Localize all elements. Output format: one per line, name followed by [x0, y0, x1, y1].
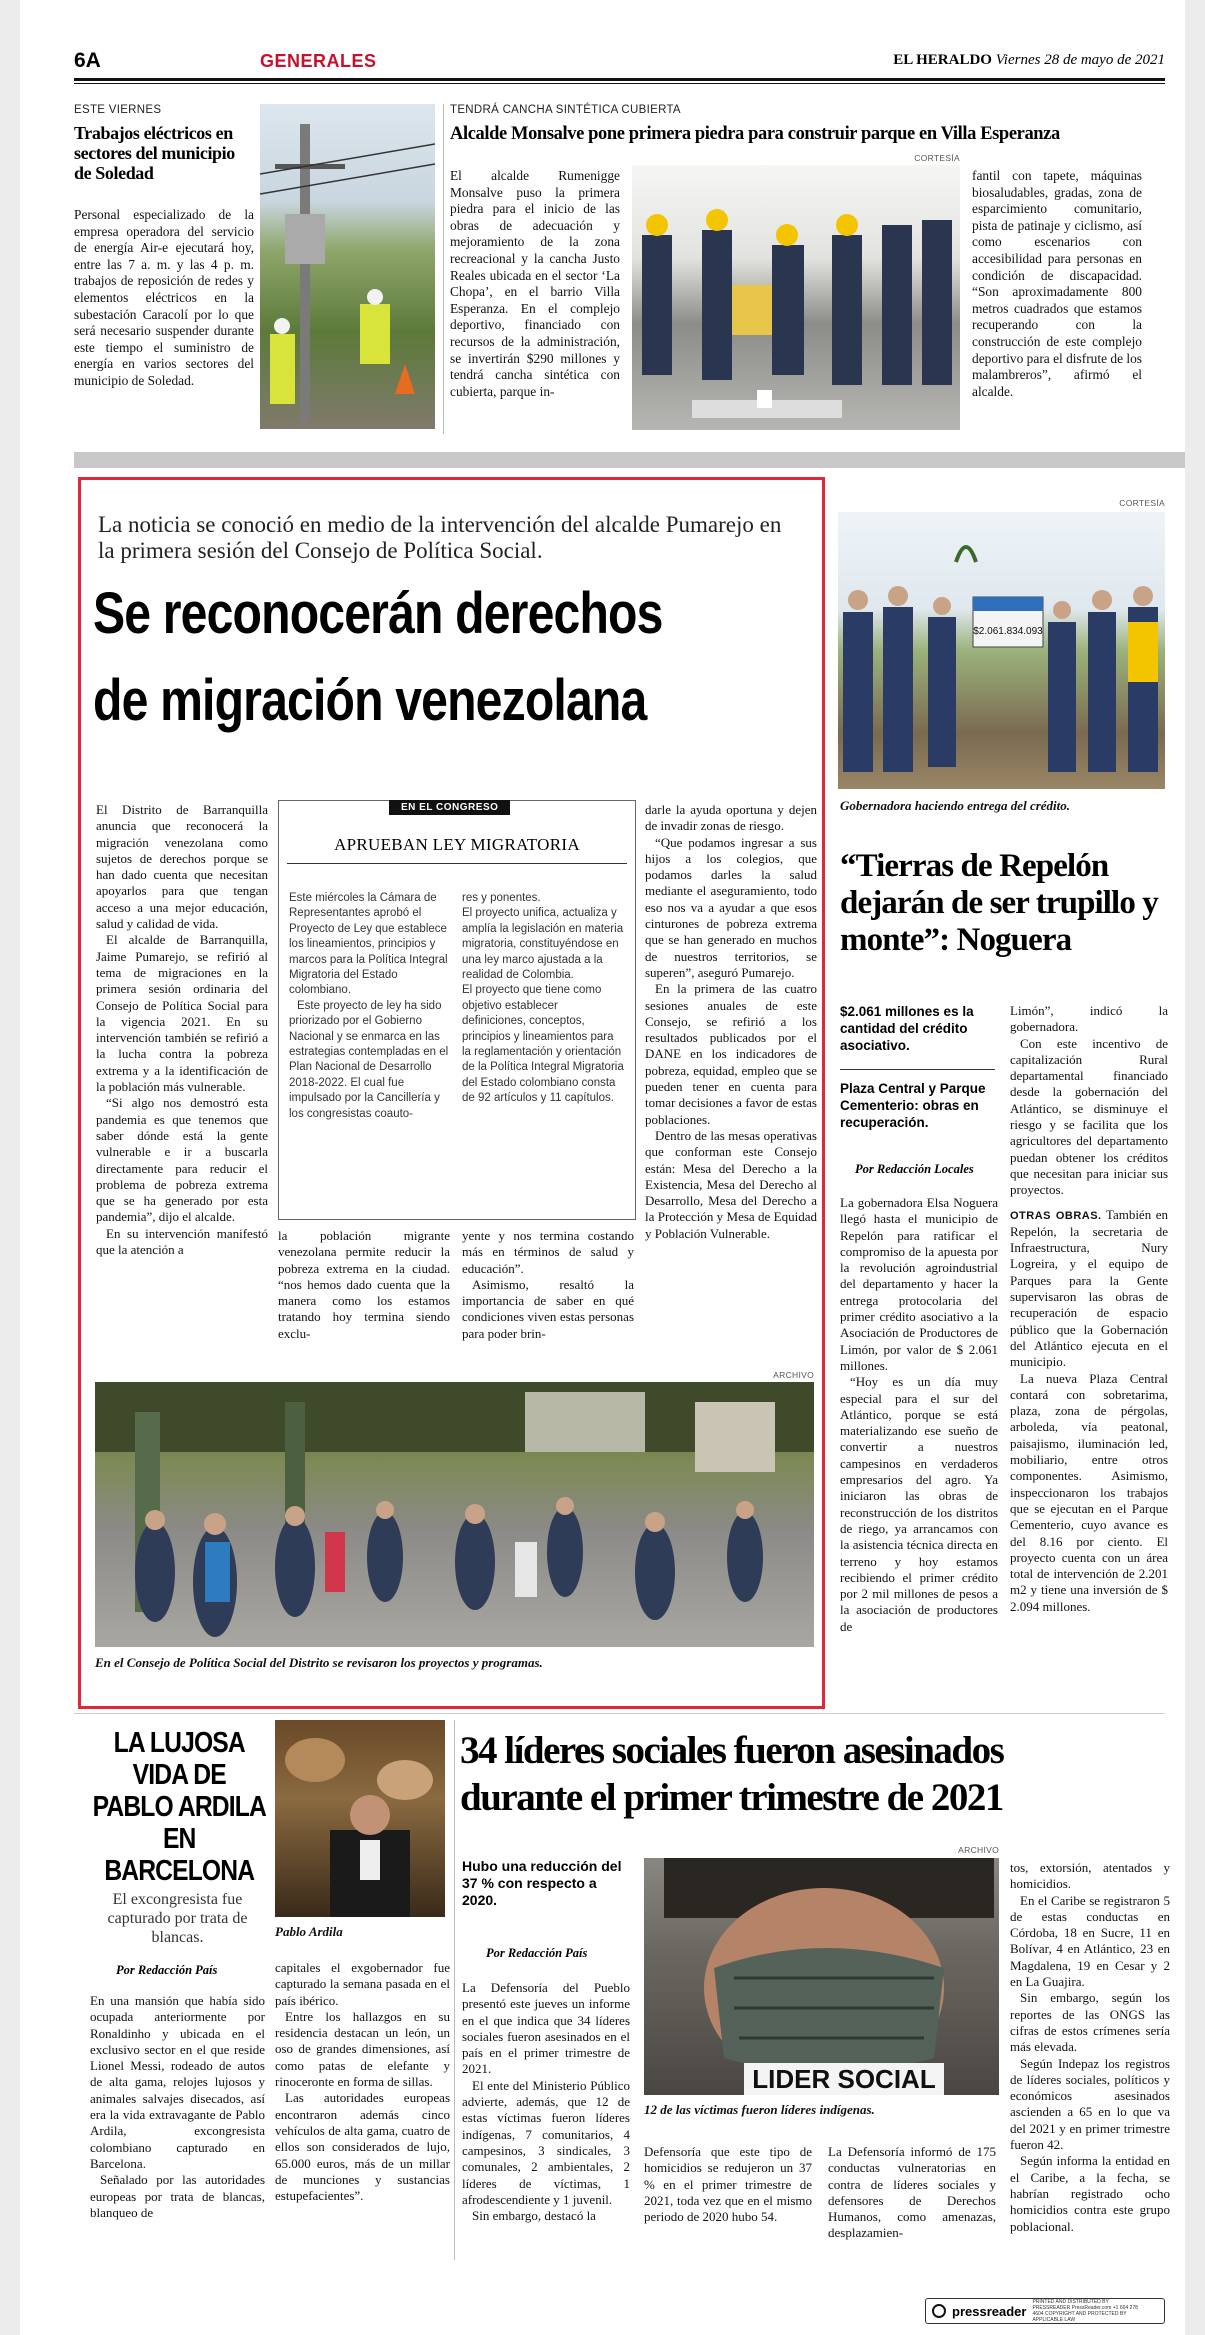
- repelon-photo-caption: Gobernadora haciendo entrega del crédito.: [840, 798, 1071, 813]
- repelon-col2-p3: También en Repelón, la secretaria de Infraestructura, Nury Logreira, y el equipo de Parques para la Gente supervisaron las obras de recuperación de espacio público que la Gobernación del Atlántico ejecuta en el municipio.: [1010, 1206, 1168, 1370]
- repelon-subhead: OTRAS OBRAS.: [1010, 1209, 1102, 1222]
- box-col2-p3: El proyecto que tiene como objetivo establecer definiciones, conceptos, principios y lineamientos para la reglamentación y orientación de la Política Integral Migratoria del Estado colombiano consta de 92 artículos y 11 capítulos.: [462, 984, 624, 1105]
- box-rule: [287, 863, 627, 864]
- story2-kicker: TENDRÁ CANCHA SINTÉTICA CUBIERTA: [450, 104, 681, 116]
- repelon-col1-p1: La gobernadora Elsa Noguera llegó hasta el municipio de Repelón para ratificar el compromiso de la apuesta por la revolución agroindustrial del departamento y hacer la entrega protocolaria del primer crédito asociativo a la Asociación de Productores de Limón, por valor de $ 2.061 millones.: [840, 1195, 998, 1373]
- repelon-hl-rule: [840, 1069, 995, 1070]
- lideres-title: [460, 1727, 1175, 1821]
- lideres-col4-p5: Según informa la entidad en el Caribe, a la fecha, se habrían registrado ocho homicidios contra este grupo poblacional.: [1010, 2153, 1170, 2234]
- lideres-byline: Por Redacción País: [486, 1946, 588, 1960]
- story1-photo-electric-workers: [260, 104, 435, 429]
- story1-kicker: ESTE VIERNES: [74, 104, 162, 116]
- pressreader-brand: pressreader: [952, 2303, 1027, 2319]
- lideres-col1-p2: El ente del Ministerio Público advierte, además, que 12 de estas víctimas fueron líderes indígenas, 7 comunitarios, 4 campesinos, 3 sindicales, 3 comunales, 2 ambientales, 2 líderes de víctimas, 1 afrodescendiente y 1 juvenil.: [462, 2077, 630, 2207]
- lideres-col4-p2: En el Caribe se registraron 5 de estas conductas en Córdoba, 18 en Sucre, 11 en Bolívar, 4 en Atlántico, 23 en Magdalena, 19 en Cesar y 2 en La Guajira.: [1010, 1892, 1170, 1990]
- ardila-photo-caption: Pablo Ardila: [275, 1924, 343, 1939]
- story1-body: Personal especializado de la empresa operadora del servicio de energía Air-e ejecutará hoy, entre las 7 a. m. y las 4 p. m. trabajos de reposición de redes y elementos eléctricos en la subestación Caracolí por lo que será necesario suspender durante este tiempo el suministro de energía en varios sectores del municipio de Soledad.: [74, 207, 254, 388]
- man-with-mounted-animals-illustration: [275, 1720, 445, 1917]
- main-col1-p3: “Si algo nos demostró esta pandemia es que tenemos que saber dónde está la gente vulnerable e ir a buscarla directamente para reducir el problema de pobreza extrema que se ha generado por esta pandemia”, dijo el alcalde.: [96, 1095, 268, 1225]
- ardila-photo: [275, 1720, 445, 1917]
- repelon-photo-credit-delivery: [838, 512, 1165, 789]
- masked-man-illustration: [644, 1858, 999, 2095]
- main-dek: La noticia se conoció en medio de la intervención del alcalde Pumarejo en la primera sesión del Consejo de Política Social.: [98, 512, 782, 563]
- ardila-col2-p2: Entre los hallazgos en su residencia destacan un león, un oso de grandes dimensiones, así como patas de elefante y rinoceronte en forma de sillas.: [275, 2008, 450, 2090]
- repelon-col2: [1010, 1003, 1168, 1615]
- newspaper-page: [20, 0, 1185, 2335]
- lideres-title-line2: durante el primer trimestre de 2021: [460, 1776, 1003, 1819]
- repelon-col2-p2: Con este incentivo de capitalización Rural departamental financiado desde la gobernación del Atlántico, se disminuye el riesgo y se facilita que los agricultores del departamento puedan obtener los créditos que necesitan para iniciar sus proyectos.: [1010, 1035, 1168, 1198]
- ardila-col2-p1: capitales el exgobernador fue capturado la semana pasada en el país ibérico.: [275, 1960, 450, 2008]
- repelon-col2-p1: Limón”, indicó la gobernadora.: [1010, 1003, 1168, 1035]
- main-col3-p2: Asimismo, resaltó la importancia de saber en qué condiciones viven estas personas para poder brin-: [462, 1276, 634, 1341]
- ardila-title: LA LUJOSA VIDA DE PABLO ARDILA EN BARCELONA: [92, 1727, 266, 1887]
- page-number: 6A: [74, 49, 101, 72]
- ardila-dek: El excongresista fue capturado por trata de blancas.: [107, 1891, 248, 1946]
- box-col2: [462, 891, 625, 1107]
- repelon-col1-p2: “Hoy es un día muy especial para el sur del Atlántico, porque se está materializando ese sueño de convertir a nuestros campesinos en verdaderos empresarios del agro. Ya iniciaron las obras de reconstrucción de los distritos de riego, ya arrancamos con la asistencia técnica directa en terreno y hoy estamos recibiendo el primer crédito por 2 mil millones de pesos a la asociación de productores de: [840, 1374, 998, 1634]
- story2-col2: fantil con tapete, máquinas biosaludables, gradas, zona de esparcimiento comunitario, pista de patinaje y ciclismo, así como escenarios con accesibilidad para personas en condición de discapacidad. “Son aproximadamente 800 metros cuadrados que estamos recuperando con la construcción de este complejo deportivo para el disfrute de los malambreros”, afirmó el alcalde.: [972, 168, 1142, 399]
- ardila-byline: Por Redacción País: [116, 1963, 218, 1977]
- paper-name: EL HERALDO: [893, 52, 992, 68]
- utility-pole-illustration: [260, 104, 435, 429]
- issue-date: Viernes 28 de mayo de 2021: [995, 52, 1165, 68]
- lideres-photo-caption: 12 de las víctimas fueron líderes indígenas.: [644, 2102, 875, 2117]
- box-col2-p2: El proyecto unifica, actualiza y amplía la legislación en materia migratoria, constituyéndose en una ley marco ajustada a la realidad de Colombia.: [462, 907, 624, 982]
- pressreader-logo-icon: [932, 2304, 946, 2318]
- masthead-right: [893, 52, 1165, 69]
- lideres-highlight: Hubo una reducción del 37 % con respecto a 2020.: [462, 1858, 622, 1908]
- main-col4: [645, 802, 817, 1242]
- repelon-byline: Por Redacción Locales: [855, 1162, 974, 1176]
- officials-with-check-illustration: [838, 512, 1165, 789]
- box-col1-p2: Este proyecto de ley ha sido priorizado por el Gobierno Nacional y se enmarca en las estrategias contempladas en el Plan Nacional de Desarrollo 2018-2022. El cual fue impulsado por la Cancillería y los congresistas coauto-: [289, 999, 449, 1120]
- check-amount-text: $2.061.834.093: [973, 626, 1043, 637]
- repelon-col2-p4: La nueva Plaza Central contará con sobretarima, plaza, zona de pérgolas, arboleda, vía peatonal, paisajismo, iluminación led, mobiliario, entre otros componentes. Asimismo, inspeccionaron los trabajos que se ejecutan en el Parque Cementerio, cuyo avance es del 8.16 por ciento. El proyecto cuenta con un área total de intervención de 2.201 m2 y tiene una inversión de $ 2.094 millones.: [1010, 1370, 1168, 1614]
- main-col1-p2: El alcalde de Barranquilla, Jaime Pumarejo, se refirió al tema de migraciones en la primera sesión ordinaria del Consejo de Política Social para la vigencia 2021. En su intervención también se refirió a la lucha contra la pobreza extrema y a la identificación de la población más vulnerable.: [96, 932, 268, 1095]
- lideres-col4-p1: tos, extorsión, atentados y homicidios.: [1010, 1860, 1170, 1892]
- main-col3: [462, 1228, 634, 1342]
- ardila-col1-p2: Señalado por las autoridades europeas por trata de blancas, blanqueo de: [90, 2172, 265, 2220]
- main-col2: la población migrante venezolana permite reducir la pobreza extrema en la ciudad. “nos hemos dado cuenta que la manera como los estamos tratando hoy termina siendo exclu-: [278, 1228, 450, 1341]
- main-title-line2: de migración venezolana: [93, 668, 647, 733]
- main-col1-p1: El Distrito de Barranquilla anuncia que reconocerá la migración venezolana como sujetos de derechos porque se han dado cuenta que necesitan apoyarlos para que tengan acceso a una mejor educación, salud y calidad de vida.: [96, 802, 268, 932]
- gray-separator-band: [74, 452, 1185, 468]
- pressreader-fine-print: PRINTED AND DISTRIBUTED BY PRESSREADER PressReader.com +1 604 278 4604 COPYRIGHT AND PROTECTED BY APPLICABLE LAW: [1032, 2299, 1138, 2323]
- main-col4-p2: “Que podamos ingresar a sus hijos a los colegios, que podamos darles la salud mediante el aseguramiento, todo eso nos va a ayudar a que esos cinturones de pobreza extrema que se han generado en muchos de nuestros territorios, se superen”, aseguró Pumarejo.: [645, 834, 817, 980]
- box-kicker: EN EL CONGRESO: [389, 800, 510, 815]
- lideres-col1-p3: Sin embargo, destacó la: [472, 2208, 596, 2224]
- main-col4-p1: darle la ayuda oportuna y dejen de invadir zonas de riesgo.: [645, 802, 817, 834]
- box-col1-p1: Este miércoles la Cámara de Representantes aprobó el Proyecto de Ley que establece los lineamientos, principios y marcos para la Política Integral Migratoria del Estado colombiano.: [289, 892, 448, 997]
- main-photo-caption: En el Consejo de Política Social del Distrito se revisaron los proyectos y programas.: [95, 1655, 543, 1670]
- lideres-col3: La Defensoría informó de 175 conductas vulneratorias en contra de líderes sociales y defensores de Derechos Humanos, como amenazas, desplazamien-: [828, 2144, 996, 2241]
- main-photo-crowd: [95, 1382, 814, 1647]
- repelon-highlight2: Plaza Central y Parque Cementerio: obras en recuperación.: [840, 1081, 986, 1130]
- repelon-col1: [840, 1195, 998, 1635]
- repelon-title: “Tierras de Repelón dejarán de ser trupillo y monte”: Noguera: [840, 848, 1158, 958]
- lideres-col4-p4: Según Indepaz los registros de líderes sociales, políticos y económicos asesinados ascienden a 65 en lo que va del 2021 y en primer trimestre fueron 42.: [1010, 2055, 1170, 2153]
- main-col4-p4: Dentro de las mesas operativas que conforman este Consejo están: Mesa del Derecho a la Existencia, Mesa del Derecho al Desarrollo, Mesa del Derecho a la Protección y Mesa de Equidad y Población Vulnerable.: [645, 1127, 817, 1241]
- box-title: APRUEBAN LEY MIGRATORIA: [334, 835, 580, 854]
- lideres-col1: [462, 1980, 630, 2224]
- main-col3-p1: yente y nos termina costando más en términos de salud y educación”.: [462, 1228, 634, 1276]
- workers-with-helmets-illustration: [632, 165, 960, 430]
- lideres-col4: [1010, 1860, 1170, 2235]
- story2-title: Alcalde Monsalve pone primera piedra para construir parque en Villa Esperanza: [450, 124, 1060, 144]
- ardila-col2-p3: Las autoridades europeas encontraron además cinco vehículos de alta gama, cuatro de ellos son considerados de lujo, 65.000 euros, más de un millar de munciones y sustancias estupefacientes”.: [275, 2090, 450, 2204]
- main-col1-p4: En su intervención manifestó que la atención a: [96, 1225, 268, 1258]
- header-rule: [74, 78, 1165, 81]
- ardila-col1: [90, 1993, 265, 2221]
- crowd-illustration: [95, 1382, 814, 1647]
- repelon-highlight1: $2.061 millones es la cantidad del crédito asociativo.: [840, 1004, 974, 1053]
- lideres-col1-p1: La Defensoría del Pueblo presentó este jueves un informe en el que indica que 34 líderes sociales fueron asesinados en el país en el primer trimestre de 2021.: [462, 1980, 630, 2077]
- pressreader-badge[interactable]: [925, 2298, 1165, 2324]
- section-name: GENERALES: [260, 51, 377, 71]
- main-photo-credit: ARCHIVO: [773, 1370, 814, 1380]
- box-col2-p1: res y ponentes.: [462, 892, 541, 904]
- story1-title: Trabajos eléctricos en sectores del municipio de Soledad: [74, 123, 235, 183]
- main-title-line1: Se reconocerán derechos: [93, 581, 663, 646]
- lideres-col4-p3: Sin embargo, según los reportes de las ONGS las cifras de estos crímenes sería más elevada.: [1010, 1990, 1170, 2055]
- lideres-photo: [644, 1858, 999, 2095]
- header-rule-thin: [74, 83, 1165, 84]
- story2-col1: El alcalde Rumenigge Monsalve puso la primera piedra para el inicio de las obras de adecuación y mejoramiento de la zona recreacional y la cancha Justo Reales ubicada en el sector ‘La Chopa’, en el barrio Villa Esperanza. En el complejo deportivo, financiado con recursos de la administración, se invertirán $290 millones y tendrá cancha sintética con cubierta, parque in-: [450, 168, 620, 399]
- repelon-photo-credit: CORTESÍA: [1119, 498, 1165, 508]
- lider-social-sign: LIDER SOCIAL: [752, 2064, 936, 2094]
- ardila-col2: [275, 1960, 450, 2204]
- ardila-col1-p1: En una mansión que había sido ocupada anteriormente por Ronaldinho y ubicada en el exclusivo sector en el que reside Lionel Messi, rodeado de autos de alta gama, relojes lujosos y animales salvajes disecados, así era la vida extravagante de Pablo Ardila, excongresista colombiano capturado en Barcelona.: [90, 1993, 265, 2171]
- story2-photo-groundbreaking: [632, 165, 960, 430]
- main-col4-p3: En la primera de las cuatro sesiones anuales de este Consejo, se refirió a los resultados publicados por el DANE en los indicadores de pobreza, equidad, empleo que se pueden tener en cuenta para tomar decisiones a favor de estas poblaciones.: [645, 981, 817, 1127]
- lower-separator: [74, 1713, 1165, 1714]
- lideres-col2: Defensoría que este tipo de homicidios se redujeron un 37 % en el primer trimestre de 2021, toda vez que en el mismo periodo de 2020 hubo 54.: [644, 2144, 812, 2225]
- main-col1: [96, 802, 268, 1258]
- box-col1: [289, 891, 452, 1122]
- story2-photo-credit: CORTESÍA: [914, 153, 960, 163]
- lideres-title-line1: 34 líderes sociales fueron asesinados: [460, 1729, 1004, 1772]
- sidebar-box-congreso: [278, 800, 636, 1220]
- lideres-photo-credit: ARCHIVO: [958, 1845, 999, 1855]
